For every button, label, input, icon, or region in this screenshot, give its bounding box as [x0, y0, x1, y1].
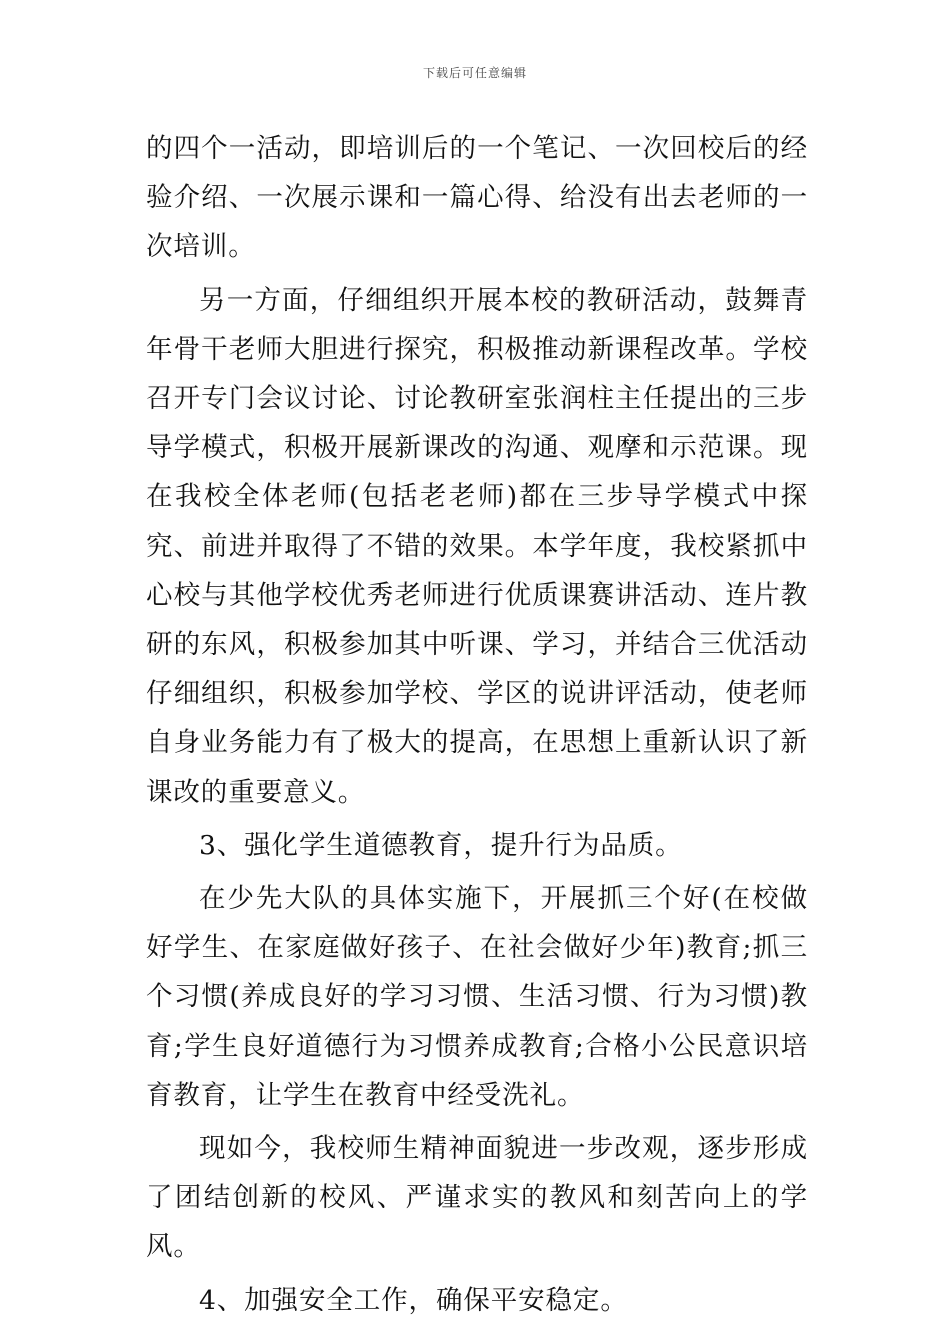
document-body — [146, 124, 808, 1325]
paragraph-school-spirit: 现如今，我校师生精神面貌进一步改观，逐步形成了团结创新的校风、严谨求实的教风和刻苦向上的学风。 — [146, 1133, 808, 1263]
paragraph-teaching-research: 另一方面，仔细组织开展本校的教研活动，鼓舞青年骨干老师大胆进行探究，积极推动新课程改革。学校召开专门会议讨论、讨论教研室张润柱主任提出的三步导学模式，积极开展新课改的沟通、观摩和示范课。现在我校全体老师(包括老老师)都在三步导学模式中探究、前进并取得了不错的效果。本学年度，我校紧抓中心校与其他学校优秀老师进行优质课赛讲活动、连片教研的东风，积极参加其中听课、学习，并结合三优活动仔细组织，积极参加学校、学区的说讲评活动，使老师自身业务能力有了极大的提高，在思想上重新认识了新课改的重要意义。 — [146, 284, 808, 808]
page-header: 下载后可任意编辑 — [422, 66, 527, 80]
paragraph-moral-education: 在少先大队的具体实施下，开展抓三个好(在校做好学生、在家庭做好孩子、在社会做好少年)教育;抓三个习惯(养成良好的学习习惯、生活习惯、行为习惯)教育;学生良好道德行为习惯养成教育;合格小公民意识培育教育，让学生在教育中经受洗礼。 — [146, 883, 808, 1111]
section-heading-moral-education: 3、强化学生道德教育，提升行为品质。 — [199, 829, 683, 861]
paragraph-continuation: 的四个一活动，即培训后的一个笔记、一次回校后的经验介绍、一次展示课和一篇心得、给没有出去老师的一次培训。 — [146, 133, 808, 263]
section-heading-safety: 4、加强安全工作，确保平安稳定。 — [199, 1284, 628, 1316]
